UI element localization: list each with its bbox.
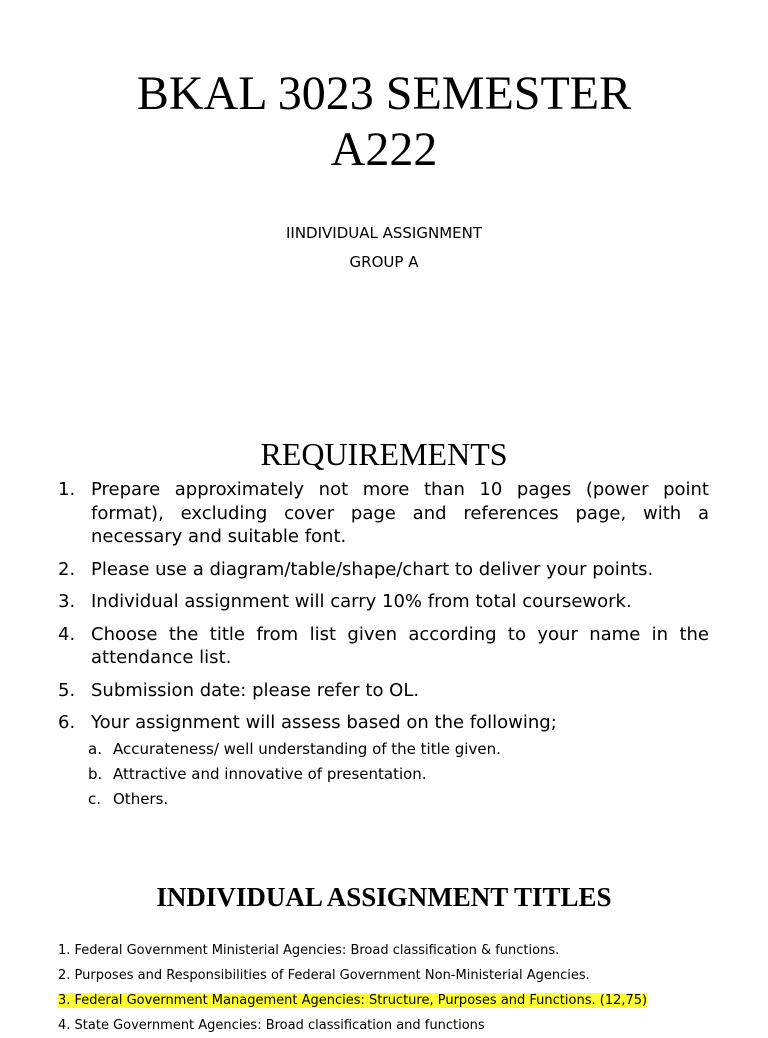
- criteria-item: [58, 787, 709, 812]
- document-title: [0, 66, 768, 178]
- requirement-text: Please use a diagram/table/shape/chart to deliver your points.: [91, 558, 654, 580]
- group-label: GROUP A: [349, 253, 419, 271]
- criteria-text: Accurateness/ well understanding of the title given.: [113, 739, 501, 758]
- document-title-line1: BKAL 3023 SEMESTER: [136, 67, 632, 120]
- assignment-title-item: [58, 1013, 758, 1038]
- requirement-number: 2.: [58, 558, 76, 580]
- assignment-title-item: [58, 938, 758, 963]
- requirement-item: [58, 590, 709, 614]
- assignment-title-text: 2. Purposes and Responsibilities of Federal Government Non-Ministerial Agencies.: [58, 968, 590, 983]
- criteria-text: Attractive and innovative of presentation.: [113, 764, 427, 783]
- requirement-item: [58, 711, 709, 735]
- requirement-number: 1.: [58, 479, 76, 500]
- criteria-letter: b.: [88, 764, 103, 783]
- requirements-heading: REQUIREMENTS: [260, 436, 508, 472]
- assessment-criteria: [58, 737, 709, 812]
- assessment-criteria-list: [58, 737, 709, 812]
- assignment-type-label: IINDIVIDUAL ASSIGNMENT: [285, 224, 483, 242]
- requirement-item: [58, 558, 709, 582]
- requirement-number: 3.: [58, 591, 76, 612]
- requirement-text: Submission date: please refer to OL.: [91, 679, 420, 701]
- requirement-item: [58, 623, 709, 670]
- assignment-titles-list: [58, 938, 758, 1038]
- assignment-title-item-highlighted: [58, 988, 758, 1013]
- requirements-list: [58, 478, 709, 812]
- requirement-text: Your assignment will assess based on the following;: [91, 712, 557, 733]
- criteria-letter: c.: [88, 789, 102, 808]
- criteria-item: [58, 762, 709, 787]
- requirement-number: 5.: [58, 679, 76, 701]
- document-title-line2: A222: [330, 123, 438, 176]
- assignment-title-item: [58, 963, 758, 988]
- requirement-text: Individual assignment will carry 10% from total coursework.: [91, 591, 632, 612]
- assignment-title-text: 1. Federal Government Ministerial Agencies: Broad classification & functions.: [58, 943, 560, 958]
- requirement-item: [58, 679, 709, 703]
- criteria-letter: a.: [88, 739, 102, 758]
- criteria-item: [58, 737, 709, 762]
- requirement-number: 6.: [58, 712, 76, 733]
- assignment-title-text: 4. State Government Agencies: Broad classification and functions: [58, 1018, 485, 1033]
- assignment-title-text: 3. Federal Government Management Agencies: Structure, Purposes and Functions. (12,75): [58, 993, 648, 1008]
- requirement-text: Prepare approximately not more than 10 pages (power point format), excluding cover page and references page, with a necessary and suitable font.: [91, 479, 709, 547]
- criteria-text: Others.: [113, 789, 169, 808]
- requirement-number: 4.: [58, 623, 76, 645]
- assignment-titles-heading: INDIVIDUAL ASSIGNMENT TITLES: [156, 882, 612, 912]
- requirement-item: [58, 478, 709, 549]
- requirement-text: Choose the title from list given according to your name in the attendance list.: [91, 623, 709, 668]
